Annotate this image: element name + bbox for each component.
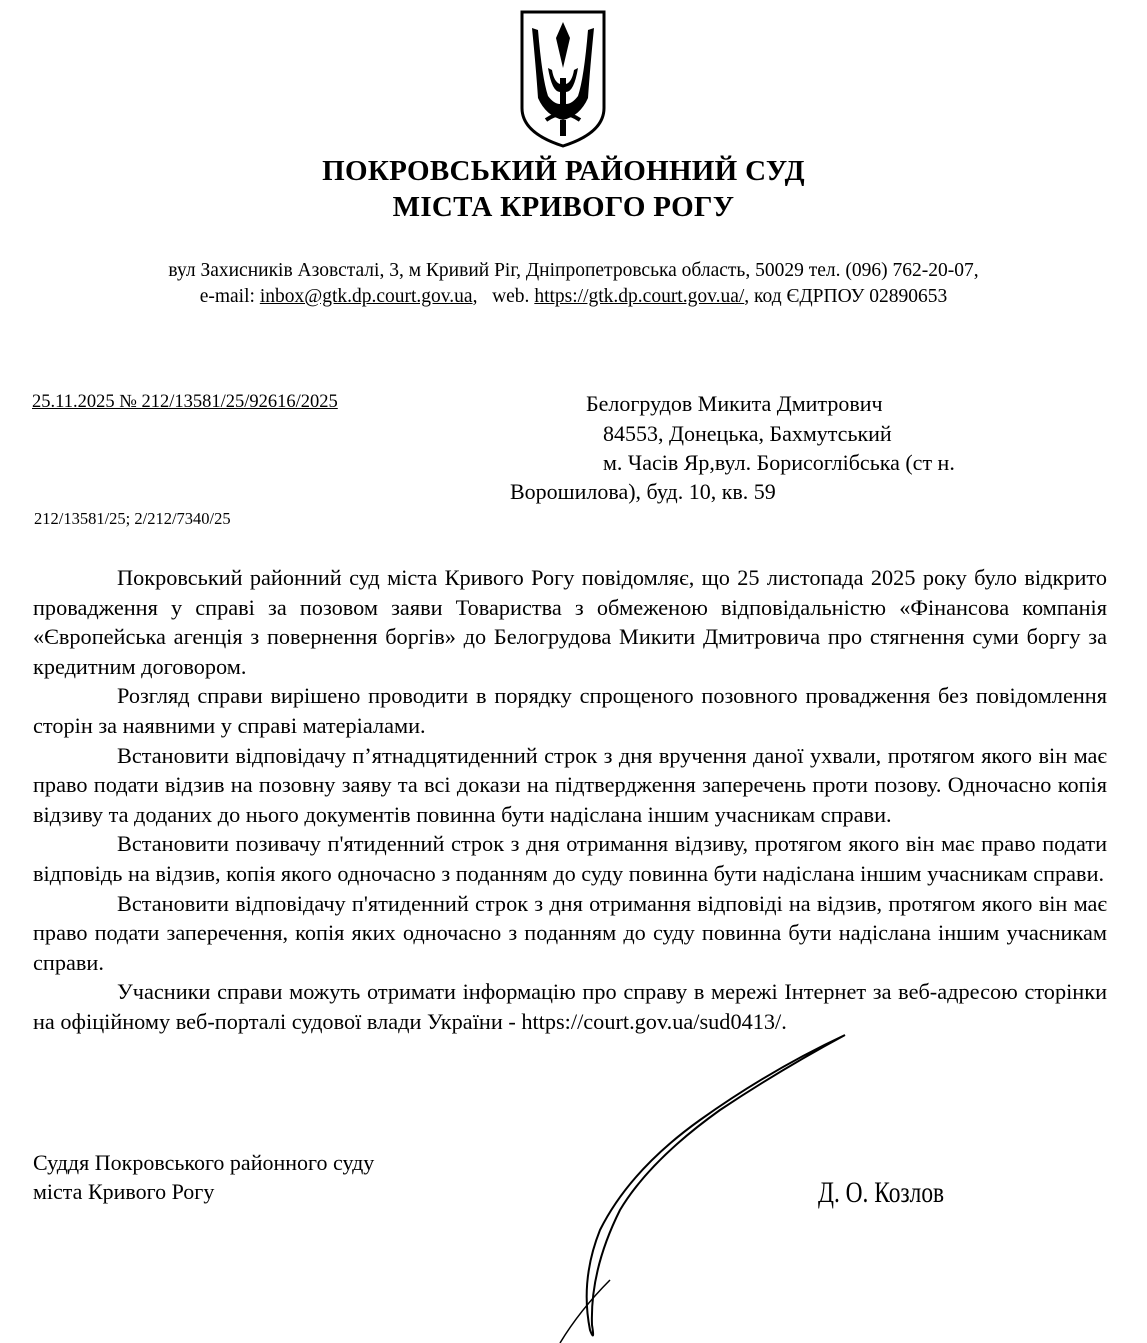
recipient-address-line2: м. Часів Яр,вул. Борисоглібська (ст н. (603, 450, 955, 475)
handwritten-signature (520, 1030, 850, 1343)
edrpou-code: , код ЄДРПОУ 02890653 (744, 286, 948, 307)
letter-body (33, 563, 1107, 1037)
judge-title-line1: Суддя Покровського районного суду (33, 1150, 375, 1175)
outgoing-reference: 25.11.2025 № 212/13581/25/92616/2025 (32, 392, 338, 412)
paragraph: Встановити відповідачу п’ятнадцятиденний строк з дня вручення даної ухвали, протягом якого він має право подати відзив на позовну заяву та всі докази на підтвердження заперечень проти позову. Одночасно копія відзиву та доданих до нього документів повинна бути надіслана іншим учасникам справи. (33, 742, 1107, 827)
email-link[interactable]: inbox@gtk.dp.court.gov.ua (259, 286, 473, 307)
paragraph: Розгляд справи вирішено проводити в порядку спрощеного позовного провадження без повідомлення сторін за наявними у справі матеріалами. (33, 683, 1107, 738)
recipient-address-line1: 84553, Донецька, Бахмутський (603, 421, 892, 446)
recipient-name: Белогрудов Микита Дмитрович (586, 391, 883, 416)
email-label: e-mail: (199, 286, 255, 307)
judge-name: Д. О. Козлов (818, 1176, 945, 1209)
paragraph: Учасники справи можуть отримати інформацію про справу в мережі Інтернет за веб-адресою сторінки на офіційному веб-порталі судової влади України - https://court.gov.ua/sud0413/. (33, 979, 1107, 1034)
court-name-line1: ПОКРОВСЬКИЙ РАЙОННИЙ СУД (322, 155, 805, 187)
case-numbers: 212/13581/25; 2/212/7340/25 (34, 509, 231, 528)
web-link[interactable]: https://gtk.dp.court.gov.ua/ (534, 286, 745, 307)
web-label: web. (492, 286, 530, 307)
paragraph: Покровський районний суд міста Кривого Рогу повідомляє, що 25 листопада 2025 року було відкрито провадження у справі за позовом заяви Товариства з обмеженою відповідальністю «Фінансова компанія «Європейська агенція з повернення боргів» до Белогрудова Микити Дмитровича про стягнення суми боргу за кредитним договором. (33, 565, 1107, 679)
paragraph: Встановити позивачу п'ятиденний строк з дня отримання відзиву, протягом якого він має право подати відповідь на відзив, копія якого одночасно з поданням до суду повинна бути надіслана іншим учасникам справи. (33, 831, 1107, 886)
court-address: вул Захисників Азовсталі, 3, м Кривий Ріг, Дніпропетровська область, 50029 тел. (096) 762-20-07, (168, 260, 979, 281)
recipient-address-line3: Ворошилова), буд. 10, кв. 59 (510, 479, 776, 504)
paragraph: Встановити відповідачу п'ятиденний строк з дня отримання відповіді на відзив, протягом якого він має право подати заперечення, копія яких одночасно з поданням до суду повинна бути надіслана іншим учасникам справи. (33, 890, 1107, 975)
trident-emblem-icon (518, 8, 608, 150)
judge-title-line2: міста Кривого Рогу (33, 1179, 215, 1204)
court-contacts: e-mail: inbox@gtk.dp.court.gov.ua, web. https://gtk.dp.court.gov.ua/, код ЄДРПОУ 02890653 (199, 286, 948, 307)
court-name-line2: МІСТА КРИВОГО РОГУ (392, 191, 735, 223)
